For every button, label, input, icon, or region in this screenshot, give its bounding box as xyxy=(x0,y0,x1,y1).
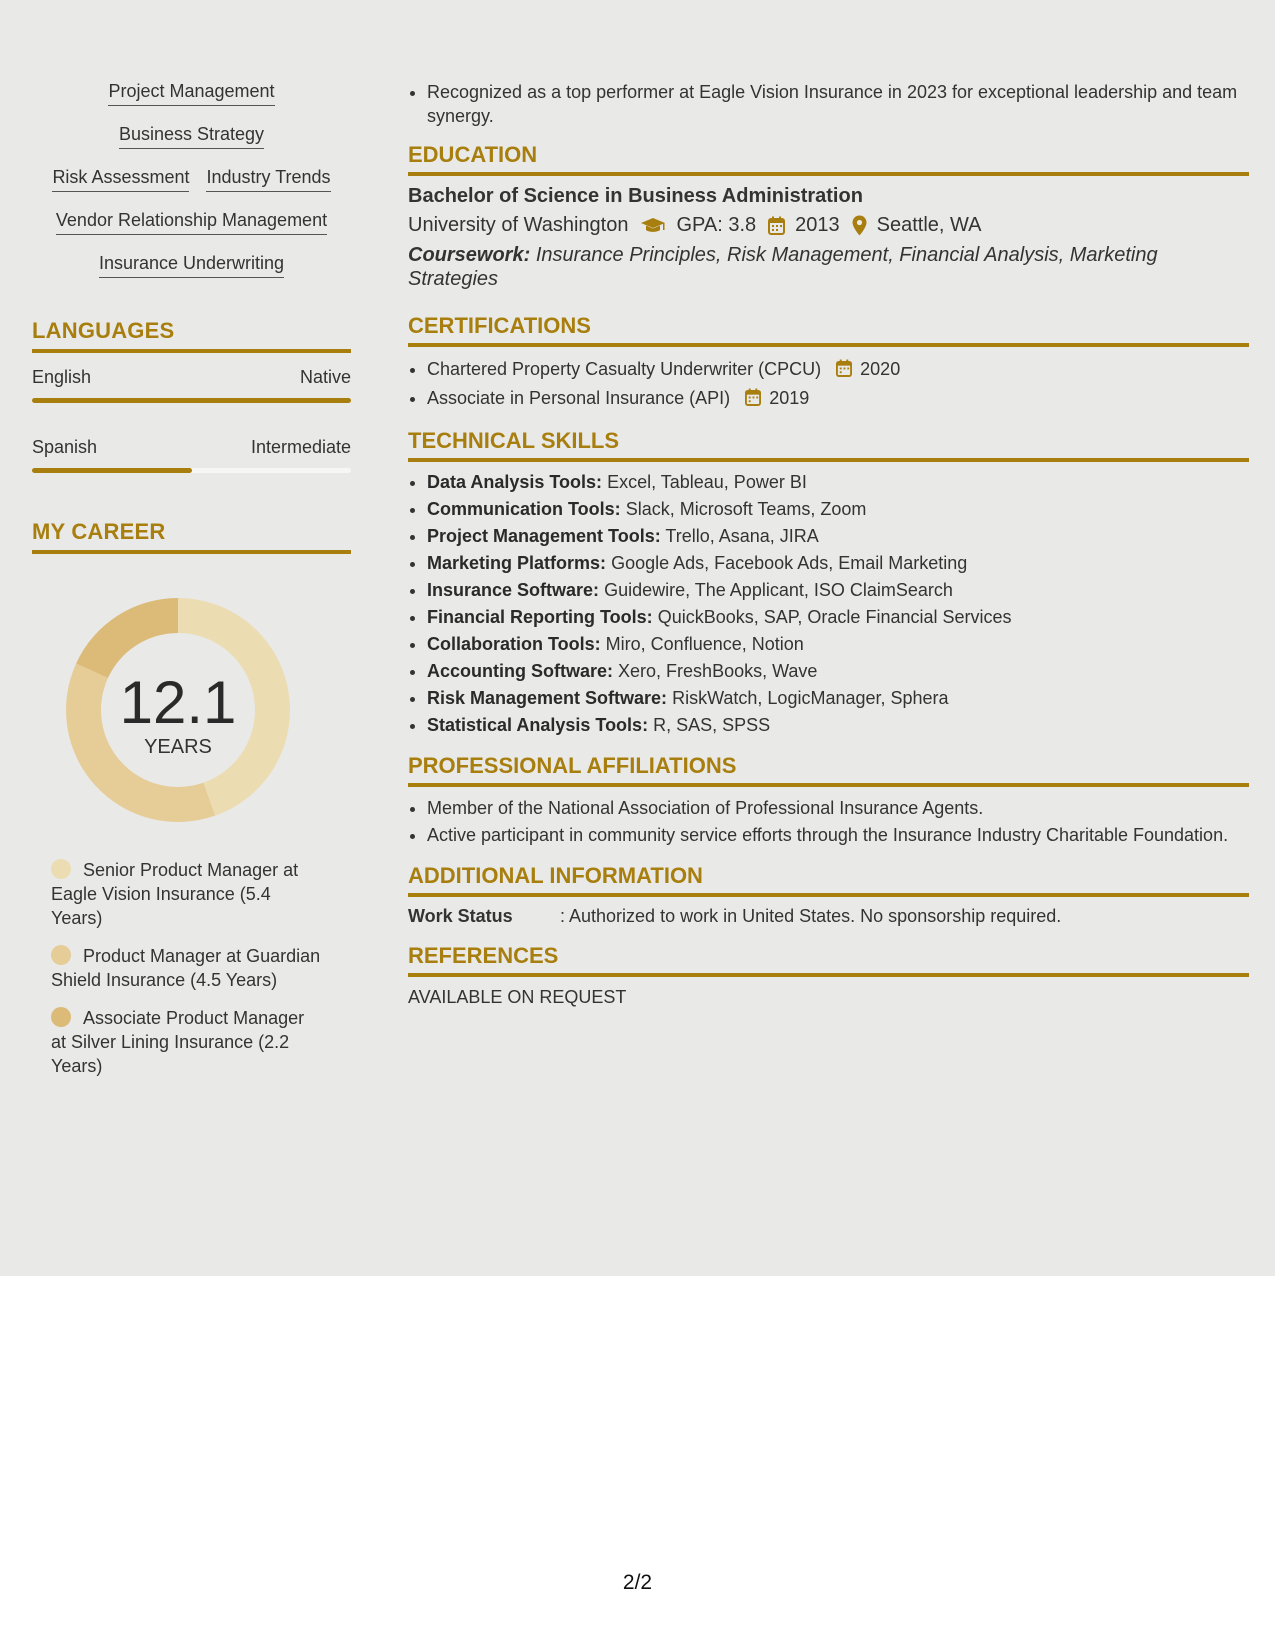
languages-section xyxy=(32,318,351,473)
certification-year: 2020 xyxy=(860,359,901,379)
technical-skill-label: Marketing Platforms: xyxy=(427,553,607,573)
work-status-label: Work Status xyxy=(408,906,513,926)
language-item xyxy=(32,367,351,403)
coursework-list: Insurance Principles, Risk Management, Financial Analysis, Marketing Strategies xyxy=(408,244,1158,290)
language-line xyxy=(32,367,351,388)
technical-skill-value: QuickBooks, SAP, Oracle Financial Services xyxy=(657,607,1012,627)
experience-bullets xyxy=(408,80,1249,128)
technical-skill-item xyxy=(427,659,1249,683)
technical-skill-item xyxy=(427,497,1249,521)
affiliations-section xyxy=(408,753,1249,847)
skill-tag: Risk Assessment xyxy=(52,166,189,192)
map-pin-icon xyxy=(852,215,867,236)
certification-name: Chartered Property Casualty Underwriter (CPCU) xyxy=(427,359,822,379)
technical-skill-item xyxy=(427,632,1249,656)
career-legend-item xyxy=(51,1006,321,1078)
skill-tag: Business Strategy xyxy=(119,123,264,149)
technical-skill-item xyxy=(427,605,1249,629)
technical-skill-label: Insurance Software: xyxy=(427,580,600,600)
school-name: University of Washington xyxy=(408,214,629,236)
technical-skill-label: Project Management Tools: xyxy=(427,526,661,546)
language-line xyxy=(32,437,351,458)
calendar-icon xyxy=(745,388,761,412)
technical-skills-list xyxy=(408,470,1249,737)
certifications-section xyxy=(408,313,1249,412)
technical-skill-item xyxy=(427,551,1249,575)
technical-skill-label: Financial Reporting Tools: xyxy=(427,607,653,627)
experience-bullet: • Recognized as a top performer at Eagle Vision Insurance in 2023 for exceptional leadership and team synergy. xyxy=(427,80,1249,128)
certifications-list xyxy=(408,357,1249,412)
graduation-cap-icon xyxy=(640,217,666,235)
certification-item xyxy=(427,357,1249,383)
coursework xyxy=(408,243,1249,291)
legend-dot xyxy=(51,859,71,879)
technical-skill-value: R, SAS, SPSS xyxy=(653,715,771,735)
skill-tag: Vendor Relationship Management xyxy=(56,209,327,235)
technical-skill-value: Slack, Microsoft Teams, Zoom xyxy=(625,499,867,519)
technical-skill-label: Accounting Software: xyxy=(427,661,614,681)
education-section xyxy=(408,142,1249,291)
language-level: Native xyxy=(299,367,351,387)
career-total-years: 12.1 xyxy=(119,669,237,736)
legend-dot xyxy=(51,1007,71,1027)
technical-skill-item xyxy=(427,686,1249,710)
technical-skills-title: TECHNICAL SKILLS xyxy=(408,428,1249,462)
language-proficiency-fill xyxy=(32,468,192,473)
language-proficiency-bar xyxy=(32,468,351,473)
language-name: Spanish xyxy=(32,437,98,457)
legend-dot xyxy=(51,945,71,965)
degree-title: Bachelor of Science in Business Administration xyxy=(408,185,863,207)
technical-skill-value: Miro, Confluence, Notion xyxy=(605,634,804,654)
left-column xyxy=(32,80,351,1092)
language-name: English xyxy=(32,367,92,387)
technical-skill-item xyxy=(427,578,1249,602)
certifications-title: CERTIFICATIONS xyxy=(408,313,1249,347)
technical-skill-value: Guidewire, The Applicant, ISO ClaimSearch xyxy=(604,580,953,600)
references-text: AVAILABLE ON REQUEST xyxy=(408,987,627,1007)
career-legend-item xyxy=(51,944,321,992)
technical-skill-value: Trello, Asana, JIRA xyxy=(665,526,819,546)
calendar-icon xyxy=(768,216,785,235)
coursework-label: Coursework: xyxy=(408,244,531,266)
skill-row xyxy=(32,209,351,235)
graduation-year: 2013 xyxy=(795,214,840,236)
skill-row xyxy=(32,252,351,278)
language-proficiency-fill xyxy=(32,398,351,403)
right-column xyxy=(408,80,1249,1008)
career-title: MY CAREER xyxy=(32,519,351,554)
technical-skill-label: Collaboration Tools: xyxy=(427,634,601,654)
calendar-icon xyxy=(836,359,852,383)
technical-skills-section xyxy=(408,428,1249,737)
technical-skill-item xyxy=(427,470,1249,494)
education-location: Seattle, WA xyxy=(876,214,982,236)
gpa: GPA: 3.8 xyxy=(676,214,757,236)
legend-label: Associate Product Manager at Silver Lining Insurance (2.2 Years) xyxy=(51,1008,305,1076)
career-center xyxy=(66,598,290,822)
career-legend-item xyxy=(51,858,321,930)
page-number: 2/2 xyxy=(622,1571,653,1594)
technical-skill-value: Excel, Tableau, Power BI xyxy=(607,472,807,492)
career-legend xyxy=(51,858,321,1078)
affiliations-title: PROFESSIONAL AFFILIATIONS xyxy=(408,753,1249,787)
certification-year: 2019 xyxy=(769,388,810,408)
education-details xyxy=(408,214,1249,237)
legend-label: Product Manager at Guardian Shield Insurance (4.5 Years) xyxy=(51,946,321,990)
affiliation-item: • Member of the National Association of Professional Insurance Agents. xyxy=(427,796,1249,820)
legend-label: Senior Product Manager at Eagle Vision Insurance (5.4 Years) xyxy=(51,860,299,928)
certification-item xyxy=(427,386,1249,412)
career-donut-chart xyxy=(66,598,290,822)
skill-row xyxy=(32,166,351,192)
references-section xyxy=(408,943,1249,1008)
work-status-row xyxy=(408,906,1249,927)
skills-list xyxy=(32,80,351,278)
career-section xyxy=(32,519,351,1078)
skill-tag: Industry Trends xyxy=(206,166,330,192)
technical-skill-item xyxy=(427,524,1249,548)
language-level: Intermediate xyxy=(250,437,351,457)
skill-row xyxy=(32,123,351,149)
additional-info-title: ADDITIONAL INFORMATION xyxy=(408,863,1249,897)
work-status-value: : Authorized to work in United States. No sponsorship required. xyxy=(560,906,1062,926)
affiliation-item: • Active participant in community service efforts through the Insurance Industry Charitable Foundation. xyxy=(427,823,1249,847)
education-title: EDUCATION xyxy=(408,142,1249,176)
skill-tag: Insurance Underwriting xyxy=(99,252,284,278)
technical-skill-label: Statistical Analysis Tools: xyxy=(427,715,649,735)
career-unit: YEARS xyxy=(144,736,212,758)
technical-skill-label: Risk Management Software: xyxy=(427,688,668,708)
language-item xyxy=(32,437,351,473)
references-title: REFERENCES xyxy=(408,943,1249,977)
skill-row xyxy=(32,80,351,106)
technical-skill-value: RiskWatch, LogicManager, Sphera xyxy=(672,688,949,708)
language-proficiency-bar xyxy=(32,398,351,403)
languages-title: LANGUAGES xyxy=(32,318,351,353)
technical-skill-value: Google Ads, Facebook Ads, Email Marketing xyxy=(611,553,968,573)
technical-skill-item xyxy=(427,713,1249,737)
technical-skill-value: Xero, FreshBooks, Wave xyxy=(618,661,818,681)
technical-skill-label: Data Analysis Tools: xyxy=(427,472,603,492)
certification-name: Associate in Personal Insurance (API) xyxy=(427,388,731,408)
affiliations-list xyxy=(408,796,1249,847)
technical-skill-label: Communication Tools: xyxy=(427,499,621,519)
additional-info-section xyxy=(408,863,1249,927)
skill-tag: Project Management xyxy=(108,80,274,106)
